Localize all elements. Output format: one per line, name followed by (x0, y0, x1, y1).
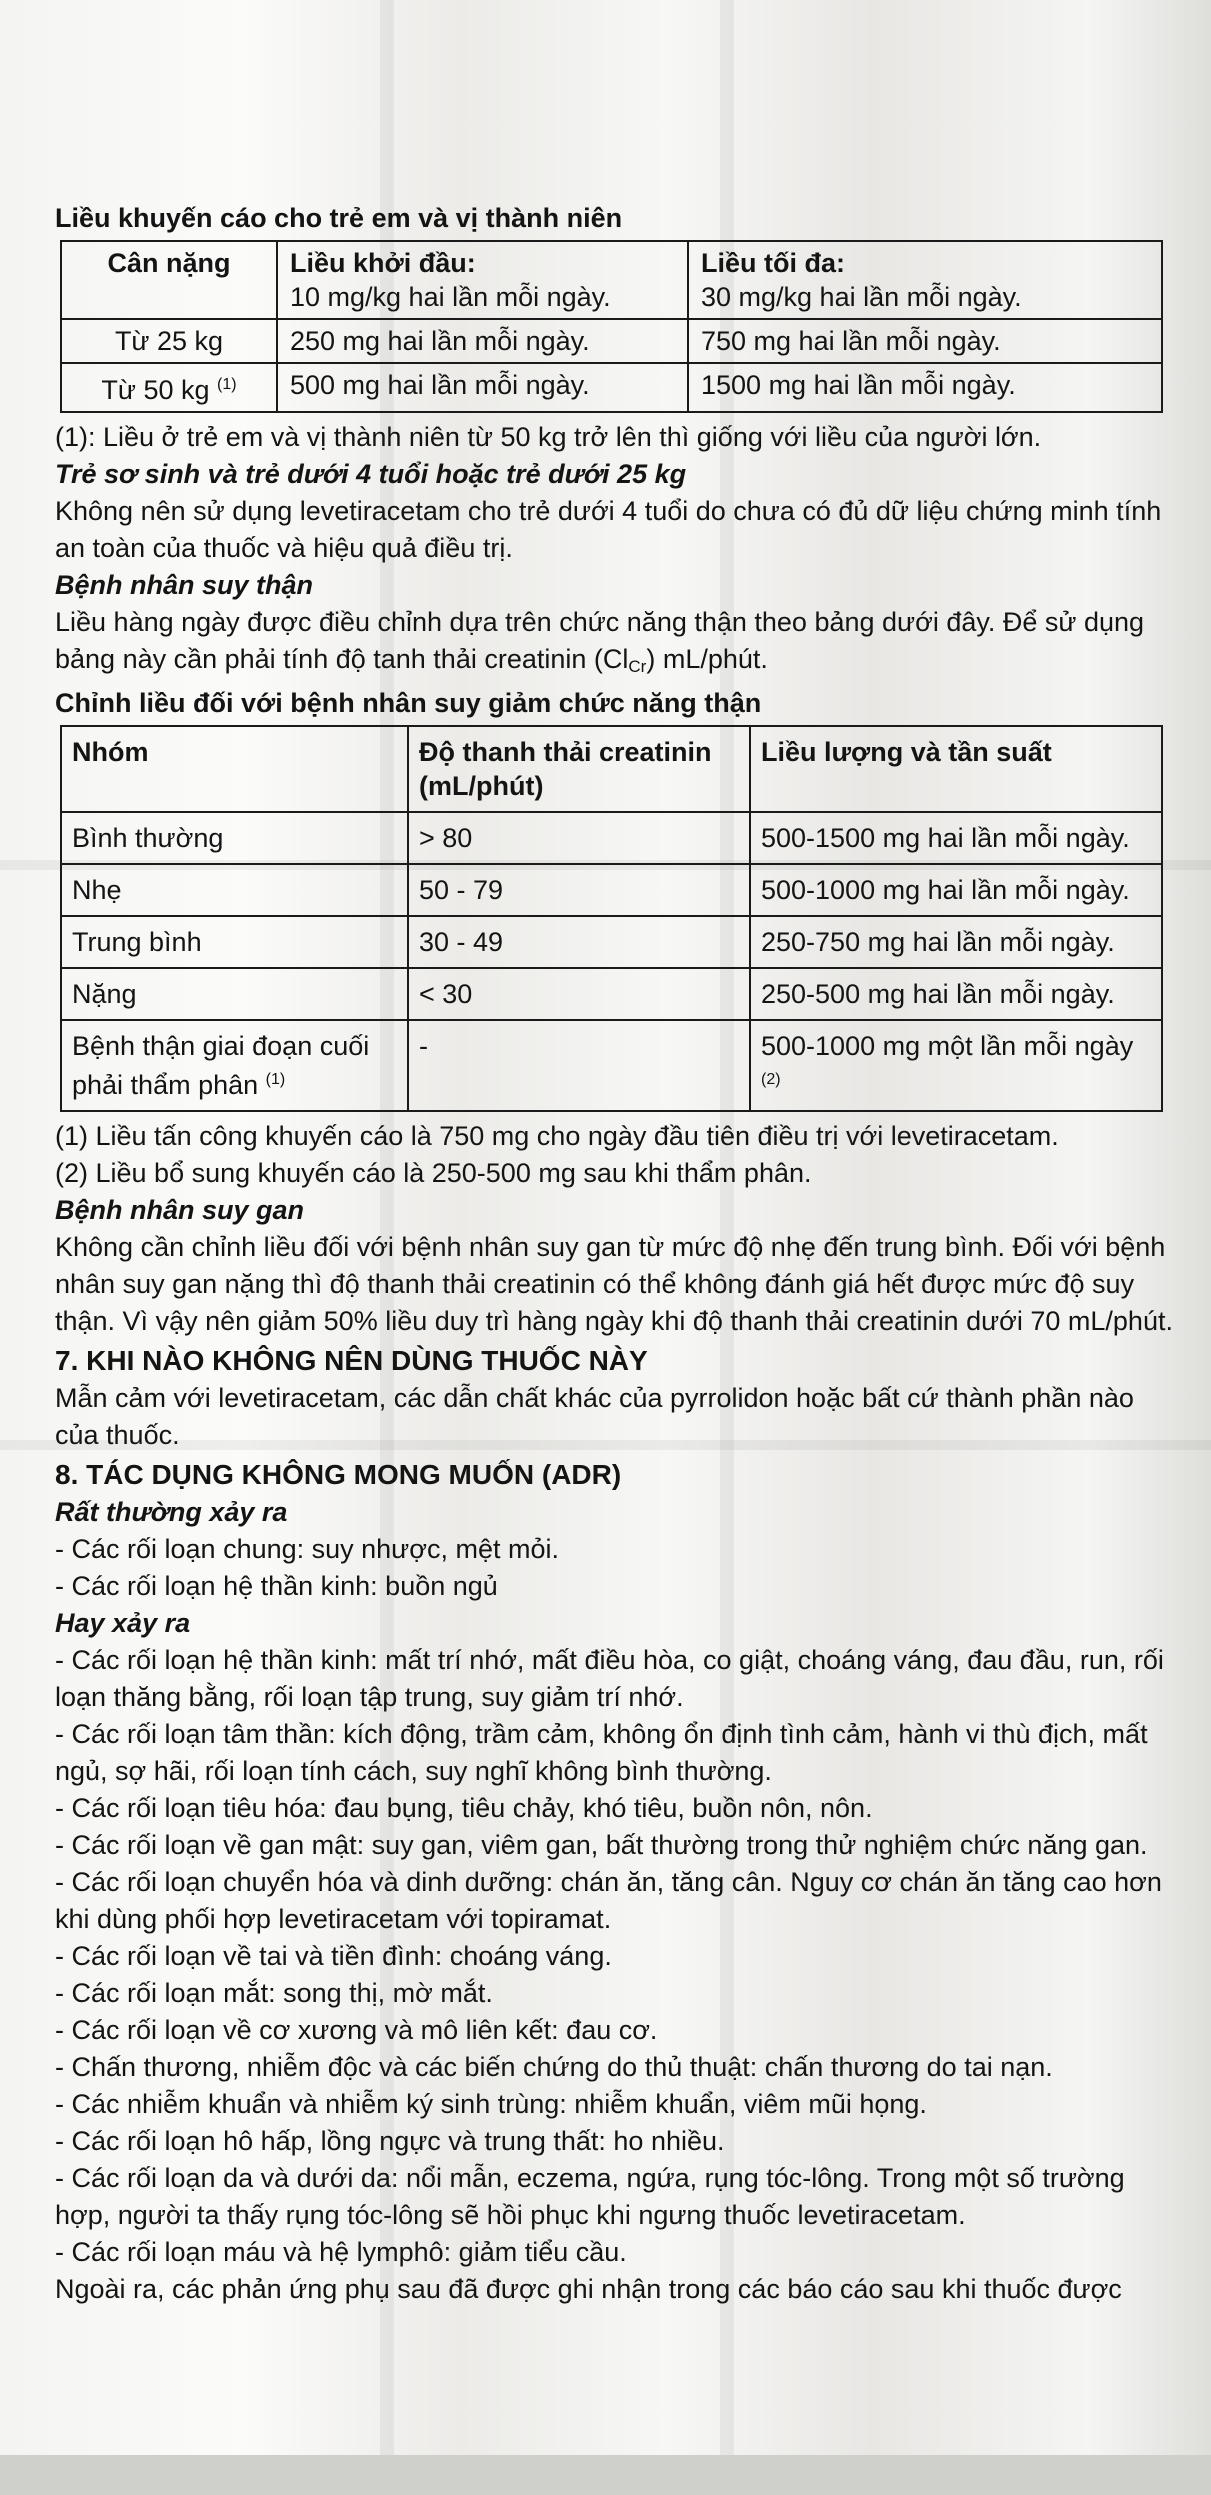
list-item: - Các rối loạn tiêu hóa: đau bụng, tiêu chảy, khó tiêu, buồn nôn, nôn. (55, 1793, 873, 1823)
max-dose-cell: 1500 mg hai lần mỗi ngày. (688, 363, 1162, 412)
table-header-row (61, 241, 1162, 319)
children-dose-table (60, 240, 1163, 413)
dose-cell: 500-1000 mg một lần mỗi ngày $^{(2)}$ (750, 1020, 1162, 1111)
children-footnote: (1): Liều ở trẻ em và vị thành niên từ 50 kg trở lên thì giống với liều của người lớn. (55, 422, 1042, 452)
list-item: - Các rối loạn hệ thần kinh: buồn ngủ (55, 1571, 498, 1601)
group-cell: Bình thường (61, 812, 408, 864)
renal-dose-table (60, 725, 1163, 1112)
dose-cell: 250-750 mg hai lần mỗi ngày. (750, 916, 1162, 968)
group-header: Nhóm (61, 726, 408, 812)
list-item: - Các rối loạn hệ thần kinh: mất trí nhớ, mất điều hòa, co giật, choáng váng, đau đầu, run, rối loạn thăng bằng, rối loạn tập trung, suy giảm trí nhớ. (55, 1645, 1164, 1712)
adr-closing-text: Ngoài ra, các phản ứng phụ sau đã được ghi nhận trong các báo cáo sau khi thuốc được (55, 2274, 1122, 2304)
dose-cell: 500-1000 mg hai lần mỗi ngày. (750, 864, 1162, 916)
list-item: - Chấn thương, nhiễm độc và các biến chứng do thủ thuật: chấn thương do tai nạn. (55, 2052, 1053, 2082)
children-dose-heading: Liều khuyến cáo cho trẻ em và vị thành niên (55, 203, 623, 233)
renal-note: (1) Liều tấn công khuyến cáo là 750 mg cho ngày đầu tiên điều trị với levetiracetam. (55, 1121, 1059, 1151)
group-cell: Trung bình (61, 916, 408, 968)
start-dose-cell: 250 mg hai lần mỗi ngày. (277, 319, 688, 363)
weight-cell: Từ 25 kg (61, 319, 277, 363)
list-item: - Các rối loạn về gan mật: suy gan, viêm gan, bất thường trong thử nghiệm chức năng gan. (55, 1830, 1148, 1860)
list-item: - Các nhiễm khuẩn và nhiễm ký sinh trùng: nhiễm khuẩn, viêm mũi họng. (55, 2089, 927, 2119)
very-common-title: Rất thường xảy ra (55, 1497, 288, 1527)
max-dose-header: Liều tối đa: 30 mg/kg hai lần mỗi ngày. (688, 241, 1162, 319)
dose-header: Liều lượng và tần suất (750, 726, 1162, 812)
group-cell: Bệnh thận giai đoạn cuối phải thẩm phân $^{(1)}$ (61, 1020, 408, 1111)
group-cell: Nặng (61, 968, 408, 1020)
table-row (61, 1020, 1162, 1111)
hepatic-text: Không cần chỉnh liều đối với bệnh nhân suy gan từ mức độ nhẹ đến trung bình. Đối với bệnh nhân suy gan nặng thì độ thanh thải creatinin có thể không đánh giá hết được mức độ suy thận. Vì vậy nên giảm 50% liều duy trì hàng ngày khi độ thanh thải creatinin dưới 70 mL/phút. (55, 1232, 1173, 1336)
hepatic-title: Bệnh nhân suy gan (55, 1195, 305, 1225)
dose-cell: 250-500 mg hai lần mỗi ngày. (750, 968, 1162, 1020)
leaflet-content (55, 200, 1175, 2308)
clearance-header: Độ thanh thải creatinin (mL/phút) (408, 726, 750, 812)
newborn-title: Trẻ sơ sinh và trẻ dưới 4 tuổi hoặc trẻ dưới 25 kg (55, 459, 687, 489)
table-header-row (61, 726, 1162, 812)
list-item: - Các rối loạn về cơ xương và mô liên kết: đau cơ. (55, 2015, 658, 2045)
weight-header: Cân nặng (61, 241, 277, 319)
newborn-text: Không nên sử dụng levetiracetam cho trẻ dưới 4 tuổi do chưa có đủ dữ liệu chứng minh tính an toàn của thuốc và hiệu quả điều trị. (55, 496, 1162, 563)
clearance-cell: > 80 (408, 812, 750, 864)
renal-table-heading: Chỉnh liều đối với bệnh nhân suy giảm chức năng thận (55, 688, 762, 718)
bottom-edge (0, 2455, 1211, 2495)
table-row (61, 363, 1162, 412)
table-row (61, 864, 1162, 916)
start-dose-cell: 500 mg hai lần mỗi ngày. (277, 363, 688, 412)
contraindication-text: Mẫn cảm với levetiracetam, các dẫn chất khác của pyrrolidon hoặc bất cứ thành phần nào của thuốc. (55, 1383, 1134, 1450)
list-item: - Các rối loạn tâm thần: kích động, trầm cảm, không ổn định tình cảm, hành vi thù địch, mất ngủ, sợ hãi, rối loạn tính cách, suy nghĩ không bình thường. (55, 1719, 1148, 1786)
renal-title: Bệnh nhân suy thận (55, 570, 314, 600)
start-dose-header: Liều khởi đầu: 10 mg/kg hai lần mỗi ngày. (277, 241, 688, 319)
contraindication-title: 7. KHI NÀO KHÔNG NÊN DÙNG THUỐC NÀY (55, 1345, 648, 1376)
adr-title: 8. TÁC DỤNG KHÔNG MONG MUỐN (ADR) (55, 1459, 622, 1490)
list-item: - Các rối loạn chuyển hóa và dinh dưỡng: chán ăn, tăng cân. Nguy cơ chán ăn tăng cao hơn khi dùng phối hợp levetiracetam với topiramat. (55, 1867, 1162, 1934)
dose-cell: 500-1500 mg hai lần mỗi ngày. (750, 812, 1162, 864)
table-row (61, 968, 1162, 1020)
clearance-cell: 50 - 79 (408, 864, 750, 916)
list-item: - Các rối loạn mắt: song thị, mờ mắt. (55, 1978, 493, 2008)
table-row (61, 319, 1162, 363)
clearance-cell: - (408, 1020, 750, 1111)
list-item: - Các rối loạn da và dưới da: nổi mẫn, eczema, ngứa, rụng tóc-lông. Trong một số trường hợp, người ta thấy rụng tóc-lông sẽ hồi phục khi ngưng thuốc levetiracetam. (55, 2163, 1125, 2230)
table-row (61, 812, 1162, 864)
weight-cell: Từ 50 kg $^{(1)}$ (61, 363, 277, 412)
renal-note: (2) Liều bổ sung khuyến cáo là 250-500 mg sau khi thẩm phân. (55, 1158, 812, 1188)
clearance-cell: < 30 (408, 968, 750, 1020)
list-item: - Các rối loạn máu và hệ lymphô: giảm tiểu cầu. (55, 2237, 627, 2267)
clearance-cell: 30 - 49 (408, 916, 750, 968)
common-title: Hay xảy ra (55, 1608, 191, 1638)
renal-text: Liều hàng ngày được điều chỉnh dựa trên chức năng thận theo bảng dưới đây. Để sử dụng bảng này cần phải tính độ tanh thải creatinin $(Cl_{Cr})$ mL/phút. (55, 607, 1145, 676)
group-cell: Nhẹ (61, 864, 408, 916)
list-item: - Các rối loạn về tai và tiền đình: choáng váng. (55, 1941, 612, 1971)
table-row (61, 916, 1162, 968)
max-dose-cell: 750 mg hai lần mỗi ngày. (688, 319, 1162, 363)
list-item: - Các rối loạn hô hấp, lồng ngực và trung thất: ho nhiều. (55, 2126, 725, 2156)
list-item: - Các rối loạn chung: suy nhược, mệt mỏi. (55, 1534, 559, 1564)
